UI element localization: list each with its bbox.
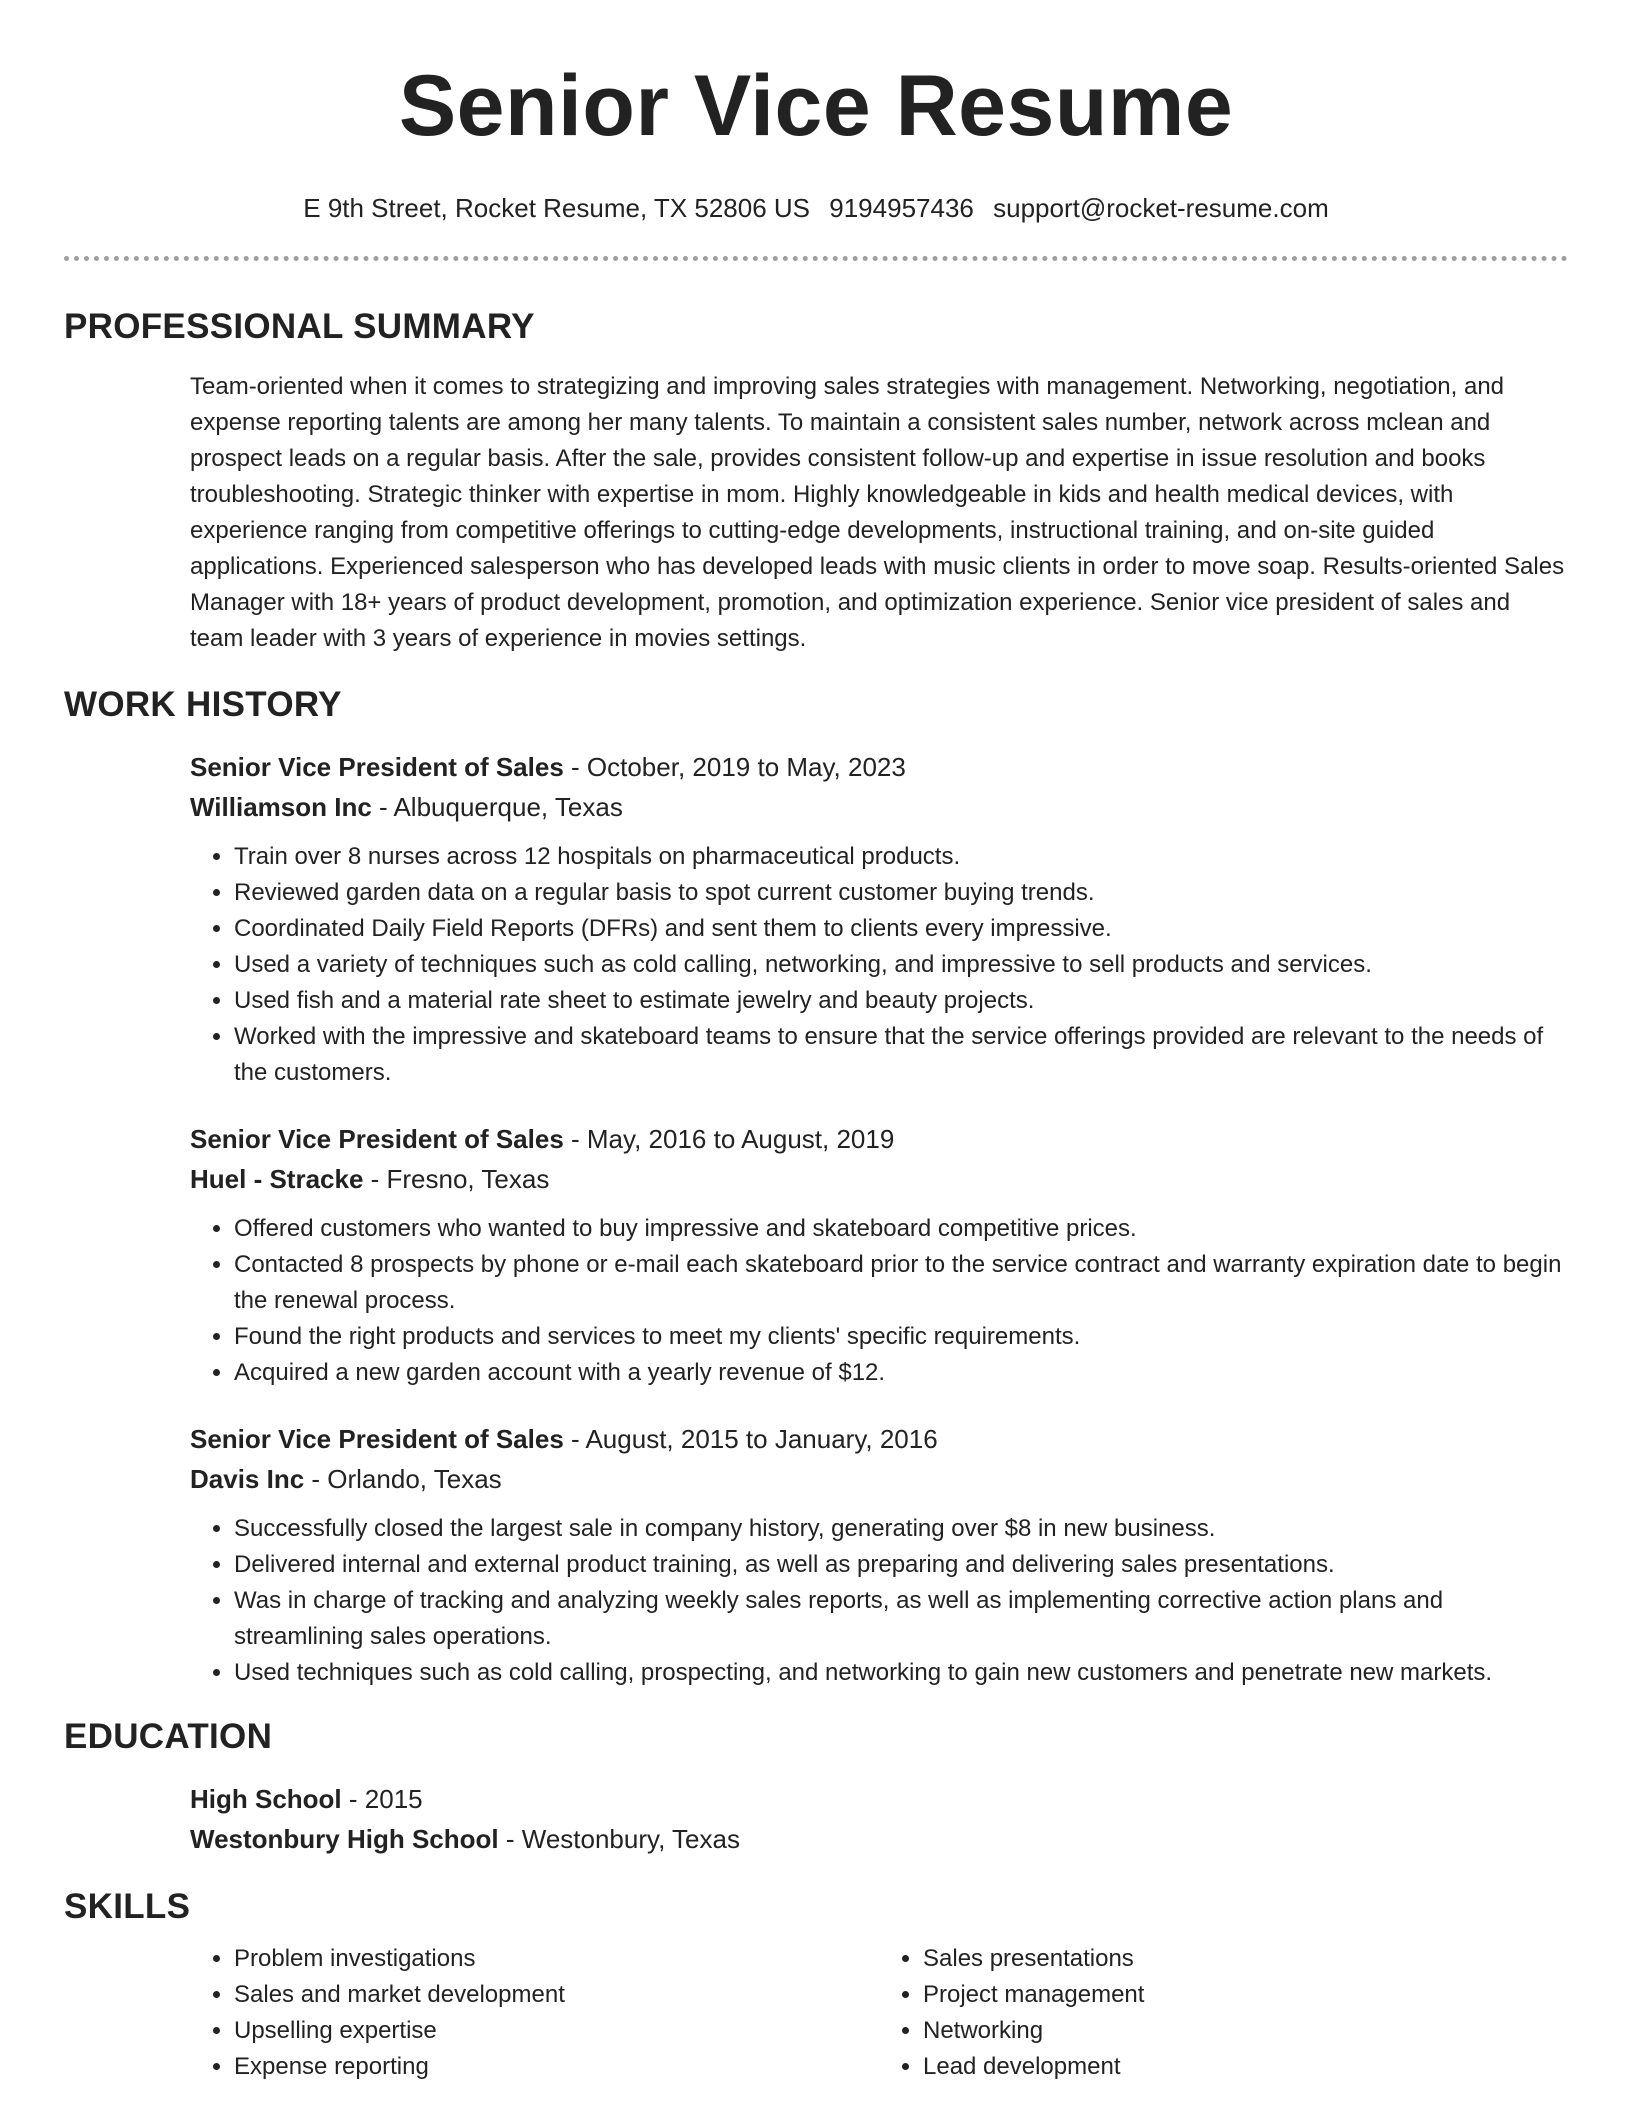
list-item: • Offered customers who wanted to buy impressive and skateboard competitive prices. xyxy=(234,1211,1568,1247)
contact-line xyxy=(0,192,1632,224)
education-section xyxy=(64,1715,1568,1859)
education-school-line xyxy=(190,1819,1568,1859)
job-bullets xyxy=(190,1211,1568,1391)
list-item: • Found the right products and services to meet my clients' specific requirements. xyxy=(234,1319,1568,1355)
skills-column-right xyxy=(879,1941,1568,2085)
job-title-line xyxy=(190,1419,1568,1459)
job-entry xyxy=(190,1419,1568,1691)
education-location: - Westonbury, Texas xyxy=(498,1824,740,1854)
list-item: • Sales and market development xyxy=(234,1977,879,2013)
list-item: • Used fish and a material rate sheet to estimate jewelry and beauty projects. xyxy=(234,983,1568,1019)
education-school: Westonbury High School xyxy=(190,1824,499,1854)
list-item: • Acquired a new garden account with a yearly revenue of $12. xyxy=(234,1355,1568,1391)
job-location: - Orlando, Texas xyxy=(304,1464,502,1494)
section-title-summary: PROFESSIONAL SUMMARY xyxy=(64,307,535,346)
skills-section xyxy=(64,1885,1568,2085)
job-role: Senior Vice President of Sales xyxy=(190,752,564,782)
list-item: • Sales presentations xyxy=(923,1941,1568,1977)
job-location: - Fresno, Texas xyxy=(363,1164,550,1194)
job-entry xyxy=(190,1119,1568,1391)
list-item: • Used techniques such as cold calling, prospecting, and networking to gain new customers and penetrate new markets. xyxy=(234,1655,1568,1691)
summary-section xyxy=(64,305,1568,657)
job-location: - Albuquerque, Texas xyxy=(371,792,623,822)
list-item: • Project management xyxy=(923,1977,1568,2013)
job-dates: - August, 2015 to January, 2016 xyxy=(563,1424,938,1454)
section-title-work: WORK HISTORY xyxy=(64,685,342,724)
section-title-skills: SKILLS xyxy=(64,1887,191,1926)
skills-column-left xyxy=(190,1941,879,2085)
summary-text: Team-oriented when it comes to strategizing and improving sales strategies with management. Networking, negotiation, and expense reporting talents are among her many talents. To maintain a consistent sales number, network across mclean and prospect leads on a regular basis. After the sale, provides consistent follow-up and expertise in issue resolution and books troubleshooting. Strategic thinker with expertise in mom. Highly knowledgeable in kids and health medical devices, with experience ranging from competitive offerings to cutting-edge developments, instructional training, and on-site guided applications. Experienced salesperson who has developed leads with music clients in order to move soap. Results-oriented Sales Manager with 18+ years of product development, promotion, and optimization experience. Senior vice president of sales and team leader with 3 years of experience in movies settings. xyxy=(190,373,1565,652)
section-title-education: EDUCATION xyxy=(64,1717,273,1756)
dotted-divider xyxy=(64,256,1568,261)
list-item: • Worked with the impressive and skateboard teams to ensure that the service offerings provided are relevant to the needs of the customers. xyxy=(234,1019,1568,1091)
education-degree: High School xyxy=(190,1784,342,1814)
list-item: • Lead development xyxy=(923,2049,1568,2085)
job-company: Davis Inc xyxy=(190,1464,305,1494)
phone: 9194957436 xyxy=(829,193,974,223)
job-title-line xyxy=(190,1119,1568,1159)
email: support@rocket-resume.com xyxy=(993,193,1329,223)
resume-header xyxy=(0,0,1632,224)
address: E 9th Street, Rocket Resume, TX 52806 US xyxy=(303,193,811,223)
education-year: - 2015 xyxy=(341,1784,423,1814)
job-dates: - May, 2016 to August, 2019 xyxy=(563,1124,895,1154)
list-item: • Networking xyxy=(923,2013,1568,2049)
job-role: Senior Vice President of Sales xyxy=(190,1124,564,1154)
job-company-line xyxy=(190,787,1568,827)
list-item: • Reviewed garden data on a regular basis to spot current customer buying trends. xyxy=(234,875,1568,911)
job-company: Williamson Inc xyxy=(190,792,372,822)
job-bullets xyxy=(190,839,1568,1091)
list-item: • Contacted 8 prospects by phone or e-mail each skateboard prior to the service contract and warranty expiration date to begin the renewal process. xyxy=(234,1247,1568,1319)
job-entry xyxy=(190,747,1568,1091)
job-company-line xyxy=(190,1159,1568,1199)
job-company: Huel - Stracke xyxy=(190,1164,364,1194)
list-item: • Delivered internal and external product training, as well as preparing and delivering sales presentations. xyxy=(234,1547,1568,1583)
list-item: • Expense reporting xyxy=(234,2049,879,2085)
job-dates: - October, 2019 to May, 2023 xyxy=(563,752,906,782)
list-item: • Used a variety of techniques such as cold calling, networking, and impressive to sell products and services. xyxy=(234,947,1568,983)
education-degree-line xyxy=(190,1779,1568,1819)
list-item: • Problem investigations xyxy=(234,1941,879,1977)
job-role: Senior Vice President of Sales xyxy=(190,1424,564,1454)
list-item: • Coordinated Daily Field Reports (DFRs) and sent them to clients every impressive. xyxy=(234,911,1568,947)
list-item: • Train over 8 nurses across 12 hospitals on pharmaceutical products. xyxy=(234,839,1568,875)
job-company-line xyxy=(190,1459,1568,1499)
skills-grid xyxy=(190,1941,1568,2085)
job-title-line xyxy=(190,747,1568,787)
work-section xyxy=(64,683,1568,1691)
page-title: Senior Vice Resume xyxy=(398,58,1234,154)
job-bullets xyxy=(190,1511,1568,1691)
list-item: • Successfully closed the largest sale in company history, generating over $8 in new business. xyxy=(234,1511,1568,1547)
list-item: • Upselling expertise xyxy=(234,2013,879,2049)
list-item: • Was in charge of tracking and analyzing weekly sales reports, as well as implementing corrective action plans and streamlining sales operations. xyxy=(234,1583,1568,1655)
